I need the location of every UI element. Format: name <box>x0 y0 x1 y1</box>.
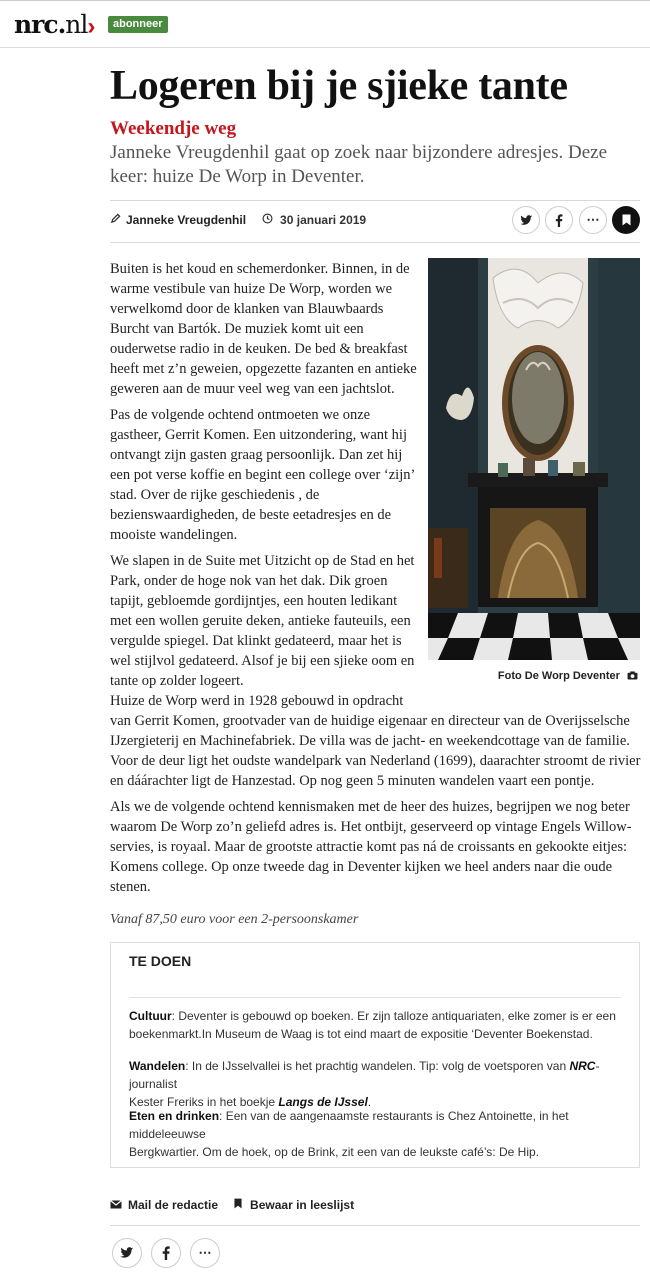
body-paragraph-2: Pas de volgende ochtend ontmoeten we onze gastheer, Gerrit Komen. Een uitzondering, want hij ontvangt zijn gasten graag persoonlijk. Dan zet hij een pot verse koffie en begint een college over ‘zijn’ stad. Over de rijke geschiedenis , de bezienswaardigheden, de beste eetadresjes en de mooiste wandelingen. <box>110 407 416 543</box>
mail-icon <box>110 1198 122 1212</box>
subscribe-button[interactable]: abonneer <box>108 16 168 33</box>
facebook-icon <box>162 1246 170 1260</box>
article-intro: Janneke Vreugdenhil gaat op zoek naar bijzondere adresjes. Deze keer: huize De Worp in Deventer. <box>110 142 608 187</box>
nrc-logo[interactable]: nrc.nl› <box>14 10 95 40</box>
mail-editors-link[interactable]: Mail de redactie <box>128 1198 219 1212</box>
article-kicker: Weekendje weg <box>110 118 237 139</box>
pencil-icon <box>110 213 122 227</box>
bottom-more-button[interactable]: ⋯ <box>190 1238 220 1268</box>
photo-caption: Foto De Worp Deventer <box>428 670 638 683</box>
facebook-icon <box>555 214 563 227</box>
camera-icon <box>627 671 638 683</box>
more-share-button[interactable]: ⋯ <box>579 206 607 234</box>
article-actions <box>110 1198 354 1212</box>
twitter-share-button[interactable] <box>512 206 540 234</box>
article-photo[interactable] <box>428 258 640 660</box>
bottom-facebook-button[interactable] <box>151 1238 181 1268</box>
body-paragraph-3: We slapen in de Suite met Uitzicht op de Stad en het Park, onder de hoge nok van het dak. Dik groen tapijt, gebloemde gordijntjes, een houten ledikant met een wollen geruite deken, antieke fauteuils, een vergulde spiegel. Dat klinkt gedateerd, maar het is wel stijlvol gedateerd. Alsof je bij een sjieke oom en tante op zolder logeert. <box>110 553 415 689</box>
fireplace-photo-illustration <box>428 258 640 660</box>
logo-chevron: › <box>87 13 95 40</box>
twitter-icon <box>120 1247 134 1259</box>
meta-divider-bottom <box>110 242 640 243</box>
body-paragraph-4: Huize de Worp werd in 1928 gebouwd in opdracht van Gerrit Komen, grootvader van de huidige eigenaar en directeur van de Overijsselsche IJzergieterij en Machinefabriek. De villa was de jacht- en weekendcottage van de familie. Voor de deur ligt het oudste wandelpark van Nederland (1699), daarachter stroomt de rivier en dáárachter ligt de Hanzestad. Op nog geen 5 minuten wandelen vaart een pontje. <box>110 693 641 789</box>
article-meta <box>110 213 366 227</box>
todo-culture: Cultuur: Deventer is gebouwd op boeken. Er zijn talloze antiquariaten, elke zomer is er een boekenmarkt.In Museum de Waag is tot eind maart de expositie ‘Deventer Boekenstad. <box>129 1009 616 1041</box>
publish-date: 30 januari 2019 <box>280 213 367 227</box>
bookmark-button[interactable] <box>612 206 640 234</box>
todo-title: TE DOEN <box>129 953 192 969</box>
todo-box <box>110 942 640 1168</box>
footer-divider <box>110 1225 640 1226</box>
clock-icon <box>262 213 274 227</box>
site-header <box>0 1 650 48</box>
save-to-readlist-link[interactable]: Bewaar in leeslijst <box>250 1198 355 1212</box>
price-note: Vanaf 87,50 euro voor een 2-persoonskamer <box>110 912 359 927</box>
todo-divider <box>129 997 621 998</box>
twitter-icon <box>520 215 533 226</box>
facebook-share-button[interactable] <box>545 206 573 234</box>
body-paragraph-5: Als we de volgende ochtend kennismaken met de heer des huizes, begrijpen we nog beter waarom De Worp zo’n geliefd adres is. Het ontbijt, geserveerd op vintage Engels Willow- servies, is royaal. Maar de grootste attractie komt pas ná de croissants en gekookte eitjes: Komens college. Op onze tweede dag in Deventer kijken we heel anders naar die oude stenen. <box>110 799 632 895</box>
bottom-twitter-button[interactable] <box>112 1238 142 1268</box>
bookmark-icon <box>622 214 631 226</box>
author-link[interactable]: Janneke Vreugdenhil <box>126 213 247 227</box>
body-paragraph-1: Buiten is het koud en schemerdonker. Binnen, in de warme vestibule van huize De Worp, worden we verwelkomd door de klanken van Blauwbaards Burcht van Bartók. De muziek komt uit een ouderwetse radio in de keuken. De bed & breakfast heeft met z’n geweien, opgezette fazanten en antieke geweren aan de muur veel weg van een jachtslot. <box>110 261 417 397</box>
todo-food: Eten en drinken: Een van de aangenaamste restaurants is Chez Antoinette, in het middeleeuwse Bergkwartier. Om de hoek, op de Brink, zit een van de leukste café’s: De Hip. <box>129 1109 569 1159</box>
article-title: Logeren bij je sjieke tante <box>110 63 568 109</box>
meta-divider-top <box>110 200 640 201</box>
bookmark-small-icon <box>234 1198 242 1212</box>
todo-walking: Wandelen: In de IJsselvallei is het prachtig wandelen. Tip: volg de voetsporen van NRC-journalist Kester Freriks in het boekje Langs de IJssel. <box>129 1059 600 1109</box>
